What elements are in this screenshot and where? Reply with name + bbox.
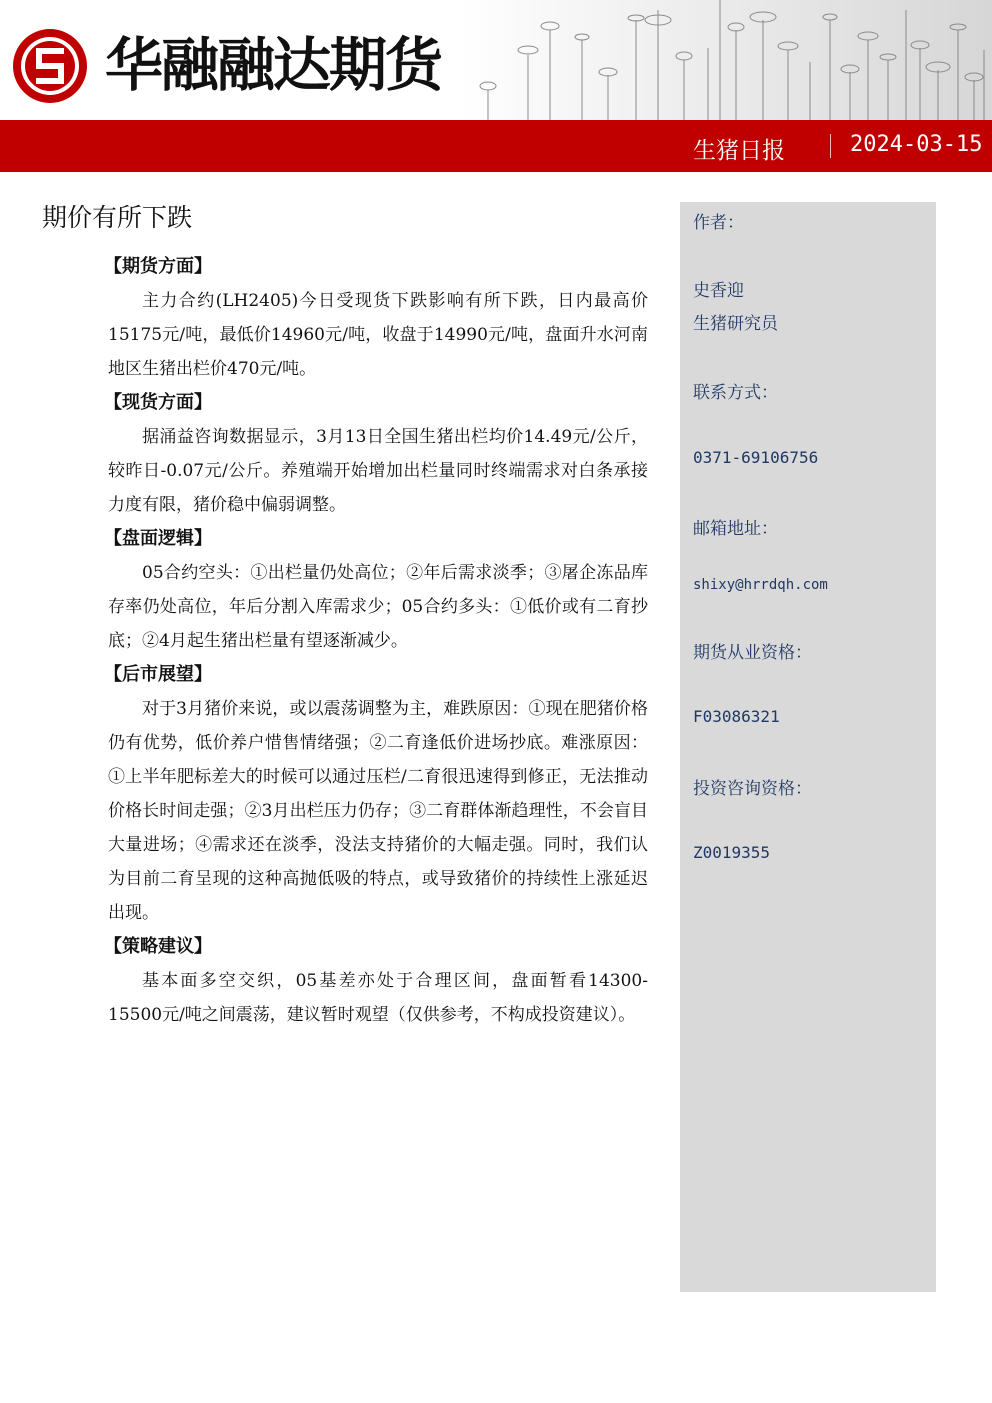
section-text-outlook: 对于3月猪价来说，或以震荡调整为主，难跌原因：①现在肥猪价格仍有优势，低价养户惜售情绪强；②二育逢低价进场抄底。难涨原因：①上半年肥标差大的时候可以通过压栏/二育很迅速得到修正，无法推动价格长时间走强；②3月出栏压力仍存；③二育群体渐趋理性，不会盲目大量进场；④需求还在淡季，没法支持猪价的大幅走强。同时，我们认为目前二育呈现的这种高抛低吸的特点，或导致猪价的持续性上涨延迟出现。 — [108, 699, 648, 923]
section-heading-logic: 【盘面逻辑】 — [104, 528, 212, 549]
email-label: 邮箱地址： — [693, 519, 778, 539]
page-header — [0, 0, 992, 120]
contact-phone: 0371-69106756 — [693, 448, 819, 467]
contact-label: 联系方式： — [693, 383, 778, 403]
author-name: 史香迎 — [693, 281, 744, 301]
author-label: 作者： — [693, 213, 744, 233]
report-date: 2024-03-15 — [850, 132, 983, 157]
section-text-logic: 05合约空头：①出栏量仍处高位；②年后需求淡季；③屠企冻品库存率仍处高位，年后分割入库需求少；05合约多头：①低价或有二育抄底；②4月起生猪出栏量有望逐渐减少。 — [108, 563, 648, 651]
report-banner — [0, 120, 992, 172]
company-logo-icon — [10, 26, 90, 106]
futures-qualification-id: F03086321 — [693, 707, 780, 726]
email-address[interactable]: shixy@hrrdqh.com — [693, 577, 828, 593]
section-text-futures: 主力合约(LH2405)今日受现货下跌影响有所下跌，日内最高价15175元/吨，最低价14960元/吨，收盘于14990元/吨，盘面升水河南地区生猪出栏价470元/吨。 — [108, 291, 648, 379]
header-decoration — [458, 0, 992, 120]
article-body — [104, 250, 648, 1032]
section-heading-outlook: 【后市展望】 — [104, 664, 212, 685]
section-text-strategy: 基本面多空交织，05基差亦处于合理区间，盘面暂看14300-15500元/吨之间震荡，建议暂时观望（仅供参考，不构成投资建议）。 — [108, 971, 648, 1025]
section-text-spot: 据涌益咨询数据显示，3月13日全国生猪出栏均价14.49元/公斤，较昨日-0.07元/公斤。养殖端开始增加出栏量同时终端需求对白条承接力度有限，猪价稳中偏弱调整。 — [108, 427, 648, 515]
company-logo — [10, 22, 460, 104]
section-heading-strategy: 【策略建议】 — [104, 936, 212, 957]
page-title: 期价有所下跌 — [42, 203, 193, 232]
advisory-qualification-id: Z0019355 — [693, 843, 771, 862]
company-name: 华融融达期货 — [105, 31, 442, 99]
author-sidebar — [680, 202, 936, 1292]
futures-qualification-label: 期货从业资格： — [693, 643, 812, 663]
advisory-qualification-label: 投资咨询资格： — [693, 779, 812, 799]
author-title: 生猪研究员 — [693, 314, 778, 334]
banner-divider — [830, 134, 831, 158]
section-heading-spot: 【现货方面】 — [104, 392, 212, 413]
section-heading-futures: 【期货方面】 — [104, 256, 212, 277]
report-type: 生猪日报 — [693, 138, 785, 164]
